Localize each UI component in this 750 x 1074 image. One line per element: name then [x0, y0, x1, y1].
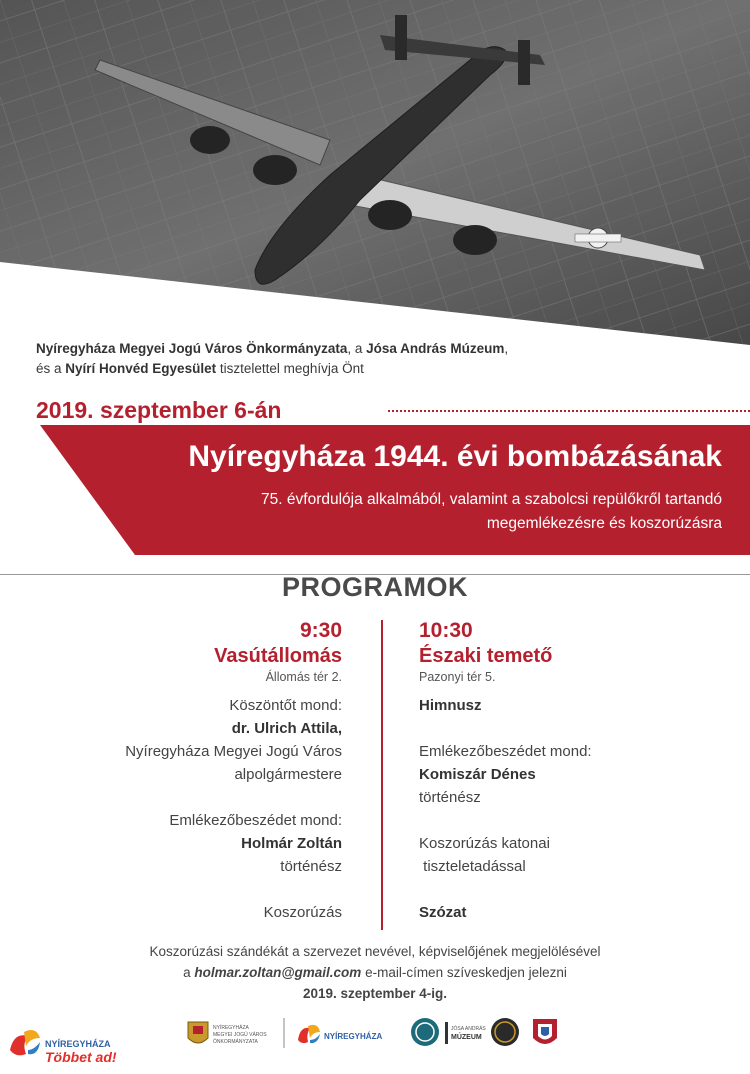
- city-crest-icon: [188, 1022, 208, 1043]
- nyiregyhaza-brand-logo: [10, 1030, 40, 1055]
- svg-text:MEGYEI JOGÚ VÁROS: MEGYEI JOGÚ VÁROS: [213, 1032, 267, 1038]
- seal-icon: [491, 1018, 519, 1046]
- invitation-intro: Nyíregyháza Megyei Jogú Város Önkormányzata, a Jósa András Múzeum, és a Nyírí Honvéd Egyesület tisztelettel meghívja Önt: [36, 341, 509, 376]
- contact-email[interactable]: holmar.zoltan@gmail.com: [194, 965, 362, 980]
- logo-strip: [0, 1010, 750, 1069]
- bomber-photo: [0, 0, 750, 345]
- svg-text:ÖNKORMÁNYZATA: ÖNKORMÁNYZATA: [213, 1039, 258, 1045]
- program-time: 9:30: [299, 619, 342, 642]
- registration-note: Koszorúzási szándékát a szervezet nevével, képviselőjének megjelölésével a holmar.zoltan@gmail.com e-mail-címen szíveskedjen jelezni 2019. szeptember 4-ig.: [149, 944, 601, 1001]
- svg-text:JÓSA ANDRÁS: JÓSA ANDRÁS: [451, 1026, 486, 1032]
- organizer-3: Nyírí Honvéd Egyesület: [65, 361, 217, 376]
- svg-text:NYÍREGYHÁZA: NYÍREGYHÁZA: [213, 1025, 249, 1031]
- nyiregyhaza-logo-icon: [298, 1025, 320, 1043]
- event-subtitle: 75. évfordulója alkalmából, valamint a szabolcsi repülőkről tartandó megemlékezésre és koszorúzásra: [261, 491, 722, 532]
- organizer-1: Nyíregyháza Megyei Jogú Város Önkormányzata: [36, 341, 348, 356]
- association-shield-icon: [533, 1019, 557, 1044]
- svg-text:MÚZEUM: MÚZEUM: [451, 1034, 482, 1041]
- column-divider: [381, 620, 383, 930]
- program-address: Állomás tér 2.: [265, 670, 342, 684]
- honved-emblem-icon: [411, 1018, 439, 1046]
- program-time: 10:30: [419, 619, 473, 642]
- program-place: Északi temető: [419, 645, 553, 667]
- program-left: 9:30 Vasútállomás Állomás tér 2. Köszöntőt mond: dr. Ulrich Attila, Nyíregyháza Megyei Jogú Város alpolgármestere Emlékezőbeszédet mond: Holmár Zoltán történész Koszorúzás: [40, 618, 342, 924]
- museum-logo-icon: [445, 1022, 448, 1044]
- program-address: Pazonyi tér 5.: [419, 670, 496, 684]
- programs-heading: PROGRAMOK: [282, 572, 468, 602]
- event-date: 2019. szeptember 6-án: [36, 397, 282, 423]
- organizer-2: Jósa András Múzeum: [366, 341, 505, 356]
- program-right: 10:30 Északi temető Pazonyi tér 5. Himnusz Emlékezőbeszédet mond: Komiszár Dénes történész Koszorúzás katonai tiszteletadással Szózat: [419, 618, 719, 924]
- brand-slogan: Többet ad!: [45, 1049, 117, 1065]
- dotted-divider: [388, 410, 750, 412]
- nyh-logo-text: NYÍREGYHÁZA: [324, 1032, 383, 1041]
- event-title: Nyíregyháza 1944. évi bombázásának: [188, 440, 722, 473]
- brand-name: NYÍREGYHÁZA: [45, 1039, 111, 1049]
- program-place: Vasútállomás: [214, 645, 342, 667]
